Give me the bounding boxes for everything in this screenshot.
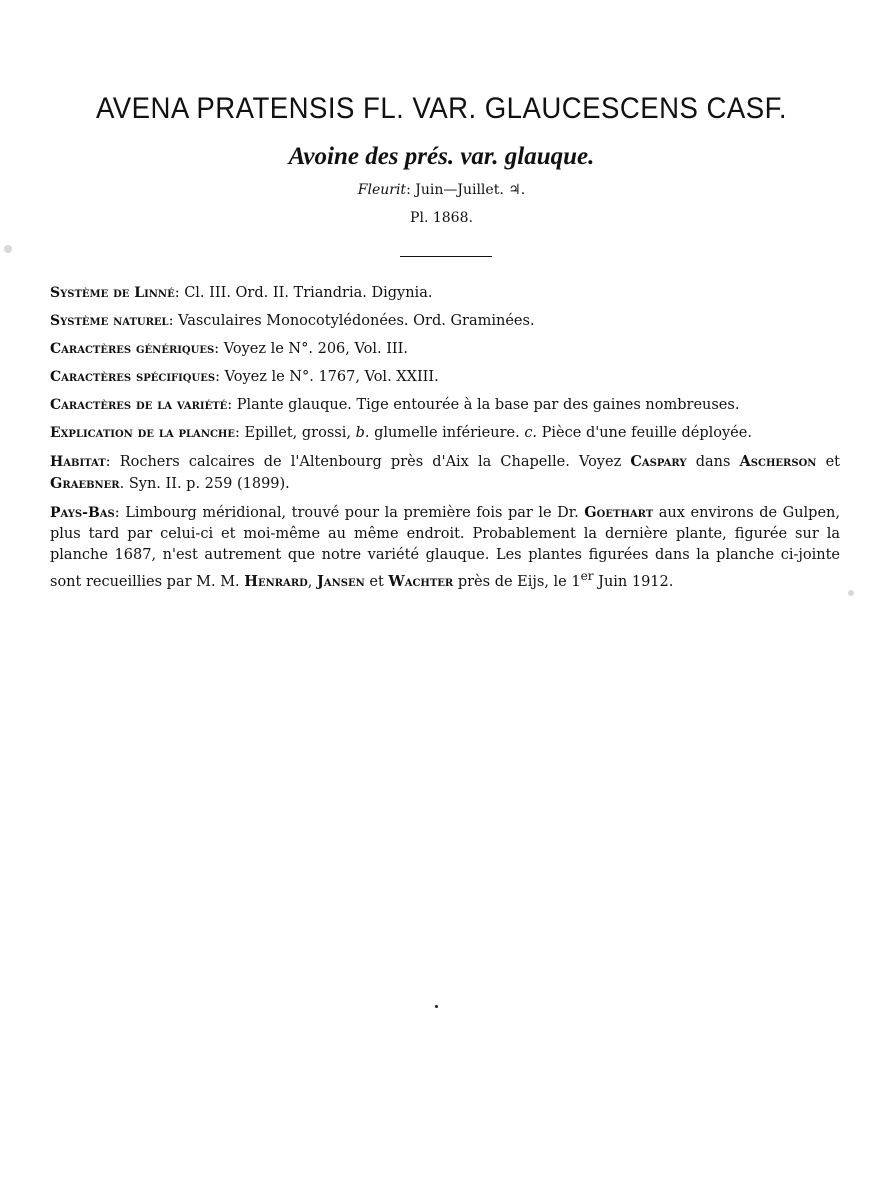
plate-number: Pl. 1868. [410, 210, 473, 226]
entry-text: : Limbourg méridional, trouvé pour la première fois par le Dr. [114, 505, 585, 521]
entry-text: : Voyez le N°. 1767, Vol. XXIII. [215, 369, 439, 385]
description-entries [50, 283, 840, 600]
author-name: Caspary [630, 453, 687, 470]
title-divider [400, 256, 492, 257]
flowering-label: Fleurit [357, 182, 407, 198]
entry-text: : Vasculaires Monocotylédonées. Ord. Graminées. [168, 313, 535, 329]
entry-linne [50, 283, 840, 304]
entry-habitat [50, 451, 840, 495]
figure-letter: c. [524, 425, 538, 441]
entry-text: Pièce d'une feuille déployée. [537, 425, 752, 441]
entry-variete [50, 395, 840, 416]
common-name-subtitle: Avoine des prés. var. glauque. [288, 143, 595, 170]
entry-explication [50, 423, 840, 444]
entry-specifiques [50, 367, 840, 388]
entry-text: . Syn. II. p. 259 (1899). [119, 476, 290, 492]
entry-text: et [364, 573, 389, 590]
ordinal-superscript: er [580, 569, 594, 583]
entry-head: Système de Linné [50, 285, 175, 301]
flowering-period [0, 182, 883, 198]
entry-head: Pays-Bas [50, 505, 115, 521]
entry-head: Explication de la planche [50, 425, 235, 441]
entry-head: Caractères spécifiques [50, 369, 216, 385]
author-name: Wachter [388, 572, 454, 590]
author-name: Ascherson [739, 453, 817, 470]
entry-text: : Plante glauque. Tige entourée à la base par des gaines nombreuses. [227, 397, 740, 413]
entry-text: Juin 1912. [593, 573, 674, 590]
entry-text: , [307, 573, 318, 590]
paper-blemish [848, 590, 854, 596]
flowering-text: : Juin—Juillet. ♃. [406, 182, 526, 198]
entry-text: : Cl. III. Ord. II. Triandria. Digynia. [174, 285, 433, 301]
entry-text: près de Eijs, le 1 [453, 573, 581, 590]
entry-text: glumelle inférieure. [369, 425, 525, 441]
figure-letter: b. [355, 425, 370, 441]
entry-head: Habitat [50, 454, 106, 470]
entry-generiques [50, 339, 840, 360]
author-name: Henrard [244, 572, 308, 590]
author-name: Goethart [584, 504, 654, 521]
entry-head: Système naturel [50, 313, 169, 329]
entry-head: Caractères génériques [50, 341, 215, 357]
entry-text: : Voyez le N°. 206, Vol. III. [214, 341, 409, 357]
paper-blemish [4, 245, 12, 253]
entry-text: et [816, 454, 840, 470]
author-name: Graebner [50, 475, 120, 492]
entry-text: : Rochers calcaires de l'Altenbourg près d'Aix la Chapelle. Voyez [105, 454, 631, 470]
entry-naturel [50, 311, 840, 332]
entry-text: : Epillet, grossi, [235, 425, 356, 441]
ink-speck [435, 1005, 438, 1008]
entry-text: aux environs de Gulpen, plus tard par celui-ci et moi-même au même endroit. Probablement la dernière plante, figurée sur la planche 1687, n'est autrement que notre variété glauque. Les plantes figurées dans la planche ci-jointe sont recueillies par M. M. [50, 505, 840, 590]
entry-head: Caractères de la variété [50, 397, 228, 413]
page-title: AVENA PRATENSIS FL. VAR. GLAUCESCENS CASF. [95, 92, 788, 125]
entry-pays-bas [50, 502, 840, 593]
author-name: Jansen [317, 572, 365, 590]
entry-text: dans [686, 454, 740, 470]
